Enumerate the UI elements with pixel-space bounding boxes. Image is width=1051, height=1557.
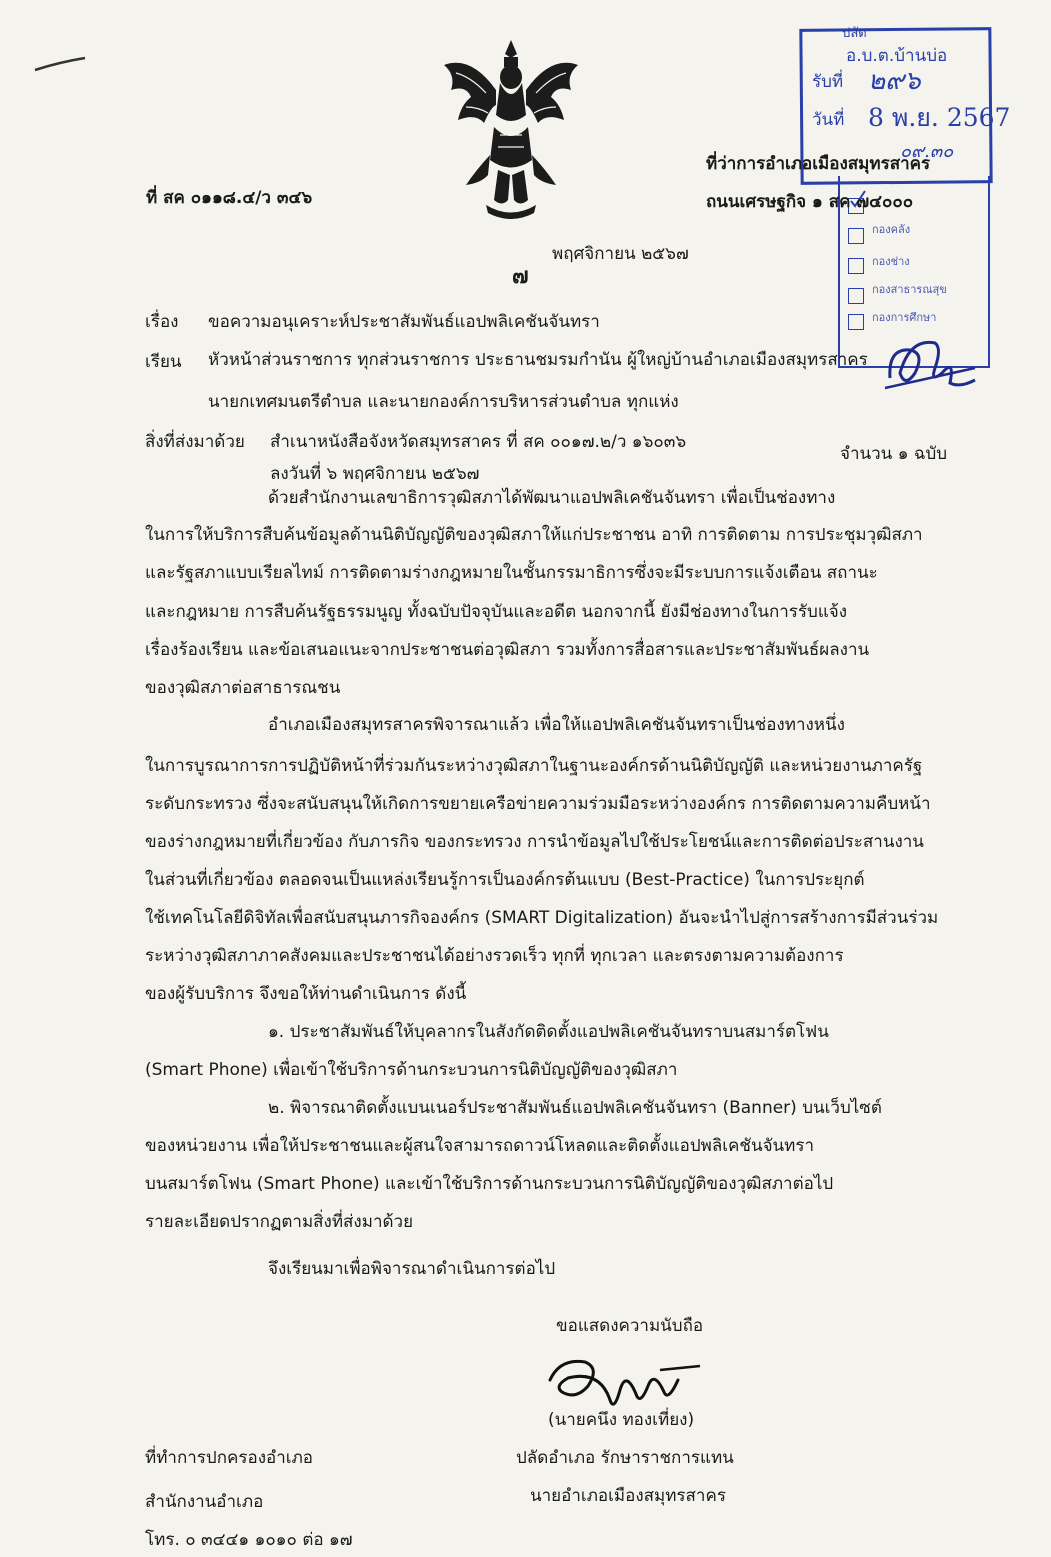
body-line: ๑. ประชาสัมพันธ์ให้บุคลากรในสังกัดติดตั้งแอปพลิเคชันจันทราบนสมาร์ตโฟน: [268, 1022, 829, 1042]
body-line: ของหน่วยงาน เพื่อให้ประชาชนและผู้สนใจสามารถดาวน์โหลดและติดตั้งแอปพลิเคชันจันทรา: [145, 1136, 815, 1156]
letter-date: พฤศจิกายน ๒๕๖๗: [552, 244, 689, 264]
body-line: ใช้เทคโนโลยีดิจิทัลเพื่อสนับสนุนภารกิจองค์กร (SMART Digitalization) อันจะนำไปสู่การสร้างการมีส่วนร่วม: [145, 908, 939, 928]
attachment-count: จำนวน ๑ ฉบับ: [840, 444, 948, 464]
stamp-time-value: ๐๙.๓๐: [900, 141, 954, 162]
attachment-label: สิ่งที่ส่งมาด้วย: [145, 432, 245, 452]
closing-request: จึงเรียนมาเพื่อพิจารณาดำเนินการต่อไป: [268, 1259, 556, 1279]
routing-checkbox: [848, 258, 864, 274]
to-label: เรียน: [145, 352, 182, 372]
footer-department: ที่ทำการปกครองอำเภอ: [145, 1448, 314, 1468]
signer-position: ปลัดอำเภอ รักษาราชการแทน: [516, 1448, 734, 1468]
attachment-line: ลงวันที่ ๖ พฤศจิกายน ๒๕๖๗: [270, 464, 480, 484]
footer-phone: โทร. ๐ ๓๔๔๑ ๑๐๑๐ ต่อ ๑๗: [145, 1530, 353, 1550]
subject-text: ขอความอนุเคราะห์ประชาสัมพันธ์แอปพลิเคชันจันทรา: [208, 312, 600, 332]
body-line: ๒. พิจารณาติดตั้งแบนเนอร์ประชาสัมพันธ์แอปพลิเคชันจันทรา (Banner) บนเว็บไซต์: [268, 1098, 882, 1118]
routing-label: กองคลัง: [872, 223, 911, 236]
closing-salutation: ขอแสดงความนับถือ: [556, 1316, 704, 1336]
body-line: ในการให้บริการสืบค้นข้อมูลด้านนิติบัญญัติของวุฒิสภาให้แก่ประชาชน อาทิ การติดตาม การประชุมวุฒิสภา: [145, 525, 923, 545]
body-line: บนสมาร์ตโฟน (Smart Phone) และเข้าใช้บริการด้านกระบวนการนิติบัญญัติของวุฒิสภาต่อไป: [145, 1174, 834, 1194]
routing-label: กองสาธารณสุข: [872, 283, 947, 296]
doc-number: ที่ สค ๐๑๑๘.๔/ว ๓๔๖: [146, 188, 313, 208]
pen-mark: [30, 50, 90, 80]
stamp-org: อ.บ.ต.บ้านบ่อ: [846, 46, 948, 66]
office-address: ถนนเศรษฐกิจ ๑ สค ๗๔๐๐๐: [706, 192, 914, 212]
body-line: ด้วยสำนักงานเลขาธิการวุฒิสภาได้พัฒนาแอปพลิเคชันจันทรา เพื่อเป็นช่องทาง: [268, 488, 836, 508]
stamp-received-label: รับที่: [812, 72, 844, 92]
date-day-handwritten: ๗: [512, 264, 529, 289]
subject-label: เรื่อง: [145, 312, 179, 332]
to-line: นายกเทศมนตรีตำบล และนายกองค์การบริหารส่วนตำบล ทุกแห่ง: [208, 392, 679, 412]
body-line: ระดับกระทรวง ซึ่งจะสนับสนุนให้เกิดการขยายเครือข่ายความร่วมมือระหว่างองค์กร การติดตามความคืบหน้า: [145, 794, 931, 814]
stamp-date-value: 8 พ.ย. 2567: [868, 103, 1011, 132]
body-line: รายละเอียดปรากฏตามสิ่งที่ส่งมาด้วย: [145, 1212, 414, 1232]
office-name: ที่ว่าการอำเภอเมืองสมุทรสาคร: [706, 154, 931, 174]
routing-checkbox: [848, 228, 864, 244]
routing-label: กองช่าง: [872, 255, 910, 268]
body-line: ระหว่างวุฒิสภาภาคสังคมและประชาชนได้อย่างรวดเร็ว ทุกที่ ทุกเวลา และตรงตามความต้องการ: [145, 946, 844, 966]
body-line: ในการบูรณาการการปฏิบัติหน้าที่ร่วมกันระหว่างวุฒิสภาในฐานะองค์กรด้านนิติบัญญัติ และหน่วยงานภาครัฐ: [145, 756, 923, 776]
stamp-received-no: ๒๙๖: [868, 66, 921, 96]
body-line: ของผู้รับบริการ จึงขอให้ท่านดำเนินการ ดังนี้: [145, 984, 467, 1004]
signer-position: นายอำเภอเมืองสมุทรสาคร: [530, 1486, 726, 1506]
routing-checkbox: [848, 314, 864, 330]
garuda-emblem-icon: [436, 35, 586, 220]
stamp-top-cut: ปลัด: [842, 26, 867, 41]
footer-office: สำนักงานอำเภอ: [145, 1492, 264, 1512]
body-line: ของวุฒิสภาต่อสาธารณชน: [145, 678, 341, 698]
routing-label: กองการศึกษา: [872, 311, 937, 324]
stamp-date-label: วันที่: [812, 110, 845, 130]
stamp-initial-signature: [880, 328, 980, 398]
body-line: ในส่วนที่เกี่ยวข้อง ตลอดจนเป็นแหล่งเรียนรู้การเป็นองค์กรต้นแบบ (Best-Practice) ในการประยุกต์: [145, 870, 865, 890]
attachment-line: สำเนาหนังสือจังหวัดสมุทรสาคร ที่ สค ๐๐๑๗.๒/ว ๑๖๐๓๖: [270, 432, 687, 452]
body-line: และรัฐสภาแบบเรียลไทม์ การติดตามร่างกฎหมายในชั้นกรรมาธิการซึ่งจะมีระบบการแจ้งเตือน สถานะ: [145, 563, 878, 583]
body-line: (Smart Phone) เพื่อเข้าใช้บริการด้านกระบวนการนิติบัญญัติของวุฒิสภา: [145, 1060, 678, 1080]
signer-name: (นายคนึง ทองเที่ยง): [548, 1410, 695, 1430]
body-line: ของร่างกฎหมายที่เกี่ยวข้อง กับภารกิจ ของกระทรวง การนำข้อมูลไปใช้ประโยชน์และการติดต่อประสานงาน: [145, 832, 924, 852]
routing-checkbox: [848, 288, 864, 304]
body-line: เรื่องร้องเรียน และข้อเสนอแนะจากประชาชนต่อวุฒิสภา รวมทั้งการสื่อสารและประชาสัมพันธ์ผลงาน: [145, 640, 870, 660]
body-line: และกฎหมาย การสืบค้นรัฐธรรมนูญ ทั้งฉบับปัจจุบันและอดีต นอกจากนี้ ยังมีช่องทางในการรับแจ้ง: [145, 602, 848, 622]
to-line: หัวหน้าส่วนราชการ ทุกส่วนราชการ ประธานชมรมกำนัน ผู้ใหญ่บ้านอำเภอเมืองสมุทรสาคร: [208, 350, 868, 370]
body-line: อำเภอเมืองสมุทรสาครพิจารณาแล้ว เพื่อให้แอปพลิเคชันจันทราเป็นช่องทางหนึ่ง: [268, 715, 845, 735]
